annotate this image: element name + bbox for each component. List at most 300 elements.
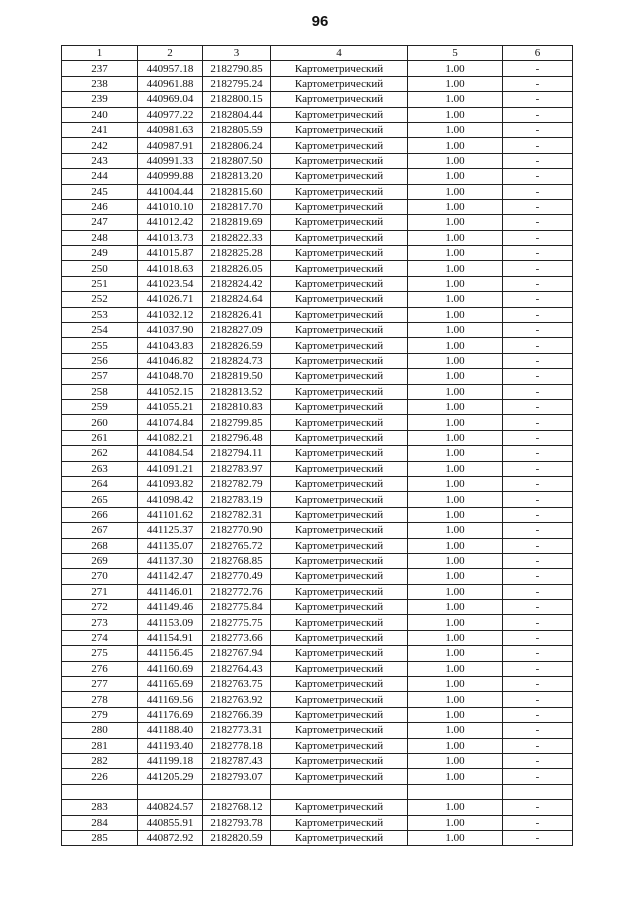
cell-note: - bbox=[503, 399, 573, 414]
cell-accuracy: 1.00 bbox=[408, 646, 503, 661]
table-row bbox=[62, 215, 573, 230]
cell-point-number: 264 bbox=[62, 476, 138, 491]
table-row bbox=[62, 569, 573, 584]
table-row bbox=[62, 184, 573, 199]
cell-note: - bbox=[503, 476, 573, 491]
cell-accuracy: 1.00 bbox=[408, 707, 503, 722]
cell-accuracy: 1.00 bbox=[408, 307, 503, 322]
cell-point-number: 250 bbox=[62, 261, 138, 276]
cell-method: Картометрический bbox=[271, 369, 408, 384]
cell-coord-y: 2182805.59 bbox=[203, 122, 271, 137]
cell-point-number: 282 bbox=[62, 753, 138, 768]
cell-note: - bbox=[503, 800, 573, 815]
cell-note: - bbox=[503, 661, 573, 676]
cell-coord-y: 2182783.19 bbox=[203, 492, 271, 507]
cell-accuracy: 1.00 bbox=[408, 353, 503, 368]
cell-point-number: 270 bbox=[62, 569, 138, 584]
cell-coord-x: 441093.82 bbox=[138, 476, 203, 491]
cell-note: - bbox=[503, 92, 573, 107]
cell-coord-x bbox=[138, 784, 203, 799]
cell-note: - bbox=[503, 276, 573, 291]
cell-point-number: 260 bbox=[62, 415, 138, 430]
cell-accuracy: 1.00 bbox=[408, 199, 503, 214]
cell-coord-x: 440824.57 bbox=[138, 800, 203, 815]
table-row bbox=[62, 415, 573, 430]
column-header: 4 bbox=[271, 46, 408, 61]
cell-coord-x: 441149.46 bbox=[138, 600, 203, 615]
cell-note: - bbox=[503, 338, 573, 353]
cell-point-number: 284 bbox=[62, 815, 138, 830]
cell-accuracy: 1.00 bbox=[408, 769, 503, 784]
cell-method: Картометрический bbox=[271, 246, 408, 261]
cell-accuracy: 1.00 bbox=[408, 261, 503, 276]
cell-note: - bbox=[503, 246, 573, 261]
table-row bbox=[62, 446, 573, 461]
cell-accuracy: 1.00 bbox=[408, 600, 503, 615]
cell-note: - bbox=[503, 723, 573, 738]
cell-coord-x: 441188.40 bbox=[138, 723, 203, 738]
cell-note: - bbox=[503, 677, 573, 692]
cell-point-number: 279 bbox=[62, 707, 138, 722]
cell-coord-y: 2182826.41 bbox=[203, 307, 271, 322]
cell-coord-x: 441137.30 bbox=[138, 553, 203, 568]
cell-method: Картометрический bbox=[271, 584, 408, 599]
cell-coord-y: 2182815.60 bbox=[203, 184, 271, 199]
cell-method: Картометрический bbox=[271, 569, 408, 584]
cell-accuracy: 1.00 bbox=[408, 677, 503, 692]
cell-method: Картометрический bbox=[271, 153, 408, 168]
cell-point-number: 273 bbox=[62, 615, 138, 630]
cell-coord-y: 2182783.97 bbox=[203, 461, 271, 476]
table-row bbox=[62, 138, 573, 153]
cell-method: Картометрический bbox=[271, 677, 408, 692]
cell-coord-x: 441135.07 bbox=[138, 538, 203, 553]
cell-note: - bbox=[503, 307, 573, 322]
cell-accuracy: 1.00 bbox=[408, 92, 503, 107]
cell-method: Картометрический bbox=[271, 430, 408, 445]
table-row bbox=[62, 753, 573, 768]
cell-note: - bbox=[503, 615, 573, 630]
cell-method: Картометрический bbox=[271, 630, 408, 645]
cell-point-number: 277 bbox=[62, 677, 138, 692]
cell-method: Картометрический bbox=[271, 215, 408, 230]
cell-note: - bbox=[503, 230, 573, 245]
cell-coord-y: 2182813.20 bbox=[203, 169, 271, 184]
cell-coord-y: 2182778.18 bbox=[203, 738, 271, 753]
cell-coord-x: 441156.45 bbox=[138, 646, 203, 661]
cell-note: - bbox=[503, 646, 573, 661]
cell-method: Картометрический bbox=[271, 615, 408, 630]
cell-accuracy: 1.00 bbox=[408, 476, 503, 491]
cell-accuracy: 1.00 bbox=[408, 723, 503, 738]
cell-coord-x: 441052.15 bbox=[138, 384, 203, 399]
table-row bbox=[62, 76, 573, 91]
cell-point-number: 280 bbox=[62, 723, 138, 738]
cell-coord-y: 2182768.85 bbox=[203, 553, 271, 568]
cell-note: - bbox=[503, 199, 573, 214]
cell-coord-y: 2182770.49 bbox=[203, 569, 271, 584]
table-row bbox=[62, 492, 573, 507]
cell-note: - bbox=[503, 523, 573, 538]
cell-accuracy: 1.00 bbox=[408, 138, 503, 153]
cell-coord-y: 2182765.72 bbox=[203, 538, 271, 553]
cell-accuracy: 1.00 bbox=[408, 630, 503, 645]
cell-coord-y: 2182806.24 bbox=[203, 138, 271, 153]
cell-note: - bbox=[503, 353, 573, 368]
cell-accuracy: 1.00 bbox=[408, 276, 503, 291]
cell-accuracy: 1.00 bbox=[408, 184, 503, 199]
column-header: 3 bbox=[203, 46, 271, 61]
cell-point-number: 248 bbox=[62, 230, 138, 245]
cell-point-number: 266 bbox=[62, 507, 138, 522]
column-header: 5 bbox=[408, 46, 503, 61]
cell-method: Картометрический bbox=[271, 107, 408, 122]
cell-coord-x: 441091.21 bbox=[138, 461, 203, 476]
cell-note: - bbox=[503, 569, 573, 584]
table-row bbox=[62, 769, 573, 784]
cell-method: Картометрический bbox=[271, 184, 408, 199]
cell-point-number: 251 bbox=[62, 276, 138, 291]
table-row bbox=[62, 661, 573, 676]
cell-point-number: 258 bbox=[62, 384, 138, 399]
cell-note: - bbox=[503, 292, 573, 307]
cell-coord-x: 441205.29 bbox=[138, 769, 203, 784]
table-body bbox=[62, 61, 573, 846]
cell-point-number: 242 bbox=[62, 138, 138, 153]
cell-coord-y: 2182804.44 bbox=[203, 107, 271, 122]
cell-accuracy: 1.00 bbox=[408, 538, 503, 553]
cell-coord-y: 2182796.48 bbox=[203, 430, 271, 445]
cell-coord-x: 440969.04 bbox=[138, 92, 203, 107]
cell-accuracy: 1.00 bbox=[408, 430, 503, 445]
cell-point-number: 239 bbox=[62, 92, 138, 107]
cell-method: Картометрический bbox=[271, 76, 408, 91]
cell-accuracy: 1.00 bbox=[408, 415, 503, 430]
cell-method: Картометрический bbox=[271, 61, 408, 76]
cell-coord-x: 441043.83 bbox=[138, 338, 203, 353]
table-row bbox=[62, 92, 573, 107]
column-header: 1 bbox=[62, 46, 138, 61]
table-row bbox=[62, 122, 573, 137]
cell-coord-y: 2182775.84 bbox=[203, 600, 271, 615]
cell-method: Картометрический bbox=[271, 523, 408, 538]
table-row bbox=[62, 153, 573, 168]
table-row bbox=[62, 784, 573, 799]
cell-note: - bbox=[503, 707, 573, 722]
cell-coord-x: 440999.88 bbox=[138, 169, 203, 184]
cell-coord-x: 441146.01 bbox=[138, 584, 203, 599]
cell-point-number: 265 bbox=[62, 492, 138, 507]
cell-note: - bbox=[503, 461, 573, 476]
cell-note: - bbox=[503, 261, 573, 276]
table-row bbox=[62, 292, 573, 307]
cell-accuracy: 1.00 bbox=[408, 122, 503, 137]
cell-method: Картометрический bbox=[271, 338, 408, 353]
table-row bbox=[62, 246, 573, 261]
cell-point-number: 256 bbox=[62, 353, 138, 368]
cell-accuracy: 1.00 bbox=[408, 569, 503, 584]
cell-accuracy: 1.00 bbox=[408, 830, 503, 845]
cell-accuracy bbox=[408, 784, 503, 799]
cell-point-number: 240 bbox=[62, 107, 138, 122]
cell-accuracy: 1.00 bbox=[408, 615, 503, 630]
table-row bbox=[62, 430, 573, 445]
column-header: 6 bbox=[503, 46, 573, 61]
cell-note: - bbox=[503, 107, 573, 122]
cell-accuracy: 1.00 bbox=[408, 292, 503, 307]
cell-coord-x: 440987.91 bbox=[138, 138, 203, 153]
cell-method: Картометрический bbox=[271, 138, 408, 153]
cell-point-number: 241 bbox=[62, 122, 138, 137]
table-row bbox=[62, 399, 573, 414]
table-row bbox=[62, 338, 573, 353]
cell-accuracy: 1.00 bbox=[408, 76, 503, 91]
cell-note: - bbox=[503, 153, 573, 168]
page-number: 96 bbox=[311, 13, 329, 30]
cell-coord-y: 2182794.11 bbox=[203, 446, 271, 461]
cell-accuracy: 1.00 bbox=[408, 338, 503, 353]
cell-method: Картометрический bbox=[271, 276, 408, 291]
cell-method bbox=[271, 784, 408, 799]
cell-coord-y: 2182819.69 bbox=[203, 215, 271, 230]
table-row bbox=[62, 307, 573, 322]
cell-method: Картометрический bbox=[271, 753, 408, 768]
cell-coord-x: 440981.63 bbox=[138, 122, 203, 137]
cell-coord-x: 441084.54 bbox=[138, 446, 203, 461]
cell-point-number: 272 bbox=[62, 600, 138, 615]
cell-point-number: 278 bbox=[62, 692, 138, 707]
cell-note: - bbox=[503, 538, 573, 553]
cell-method: Картометрический bbox=[271, 415, 408, 430]
cell-accuracy: 1.00 bbox=[408, 369, 503, 384]
table-row bbox=[62, 276, 573, 291]
cell-coord-y: 2182787.43 bbox=[203, 753, 271, 768]
cell-note: - bbox=[503, 430, 573, 445]
cell-accuracy: 1.00 bbox=[408, 246, 503, 261]
cell-note: - bbox=[503, 215, 573, 230]
cell-point-number: 262 bbox=[62, 446, 138, 461]
table-row bbox=[62, 738, 573, 753]
table-row bbox=[62, 723, 573, 738]
cell-coord-y: 2182819.50 bbox=[203, 369, 271, 384]
cell-accuracy: 1.00 bbox=[408, 61, 503, 76]
cell-point-number: 244 bbox=[62, 169, 138, 184]
cell-point-number bbox=[62, 784, 138, 799]
table-row bbox=[62, 507, 573, 522]
cell-accuracy: 1.00 bbox=[408, 461, 503, 476]
cell-note: - bbox=[503, 369, 573, 384]
cell-point-number: 252 bbox=[62, 292, 138, 307]
cell-coord-x: 441165.69 bbox=[138, 677, 203, 692]
cell-coord-x: 440957.18 bbox=[138, 61, 203, 76]
table-row bbox=[62, 830, 573, 845]
cell-method: Картометрический bbox=[271, 830, 408, 845]
cell-coord-x: 441037.90 bbox=[138, 323, 203, 338]
cell-note: - bbox=[503, 184, 573, 199]
cell-coord-x: 441125.37 bbox=[138, 523, 203, 538]
cell-coord-x: 441015.87 bbox=[138, 246, 203, 261]
cell-coord-y: 2182770.90 bbox=[203, 523, 271, 538]
cell-coord-y: 2182800.15 bbox=[203, 92, 271, 107]
cell-coord-x: 441176.69 bbox=[138, 707, 203, 722]
cell-point-number: 257 bbox=[62, 369, 138, 384]
table-row bbox=[62, 630, 573, 645]
cell-accuracy: 1.00 bbox=[408, 815, 503, 830]
cell-coord-x: 440872.92 bbox=[138, 830, 203, 845]
table-row bbox=[62, 169, 573, 184]
cell-method: Картометрический bbox=[271, 507, 408, 522]
cell-coord-y: 2182782.79 bbox=[203, 476, 271, 491]
table-row bbox=[62, 476, 573, 491]
cell-point-number: 253 bbox=[62, 307, 138, 322]
cell-coord-y: 2182822.33 bbox=[203, 230, 271, 245]
table-row bbox=[62, 538, 573, 553]
cell-note: - bbox=[503, 830, 573, 845]
cell-accuracy: 1.00 bbox=[408, 738, 503, 753]
cell-note: - bbox=[503, 553, 573, 568]
cell-note: - bbox=[503, 323, 573, 338]
cell-method: Картометрический bbox=[271, 646, 408, 661]
cell-method: Картометрический bbox=[271, 446, 408, 461]
table-row bbox=[62, 677, 573, 692]
cell-point-number: 254 bbox=[62, 323, 138, 338]
cell-coord-y bbox=[203, 784, 271, 799]
cell-note: - bbox=[503, 584, 573, 599]
table-row bbox=[62, 584, 573, 599]
cell-coord-y: 2182824.73 bbox=[203, 353, 271, 368]
cell-accuracy: 1.00 bbox=[408, 446, 503, 461]
cell-accuracy: 1.00 bbox=[408, 507, 503, 522]
cell-point-number: 281 bbox=[62, 738, 138, 753]
cell-coord-y: 2182826.05 bbox=[203, 261, 271, 276]
cell-coord-x: 440977.22 bbox=[138, 107, 203, 122]
cell-coord-y: 2182826.59 bbox=[203, 338, 271, 353]
cell-accuracy: 1.00 bbox=[408, 692, 503, 707]
cell-accuracy: 1.00 bbox=[408, 800, 503, 815]
cell-point-number: 249 bbox=[62, 246, 138, 261]
table-row bbox=[62, 230, 573, 245]
cell-accuracy: 1.00 bbox=[408, 753, 503, 768]
cell-method: Картометрический bbox=[271, 661, 408, 676]
cell-method: Картометрический bbox=[271, 92, 408, 107]
cell-point-number: 263 bbox=[62, 461, 138, 476]
cell-method: Картометрический bbox=[271, 169, 408, 184]
table-row bbox=[62, 384, 573, 399]
cell-method: Картометрический bbox=[271, 600, 408, 615]
cell-method: Картометрический bbox=[271, 707, 408, 722]
cell-point-number: 247 bbox=[62, 215, 138, 230]
cell-coord-x: 441046.82 bbox=[138, 353, 203, 368]
cell-method: Картометрический bbox=[271, 461, 408, 476]
cell-point-number: 268 bbox=[62, 538, 138, 553]
table-row bbox=[62, 692, 573, 707]
cell-method: Картометрический bbox=[271, 492, 408, 507]
cell-note: - bbox=[503, 446, 573, 461]
cell-coord-x: 441101.62 bbox=[138, 507, 203, 522]
table-row bbox=[62, 800, 573, 815]
cell-coord-y: 2182793.78 bbox=[203, 815, 271, 830]
cell-note: - bbox=[503, 600, 573, 615]
cell-method: Картометрический bbox=[271, 476, 408, 491]
cell-method: Картометрический bbox=[271, 230, 408, 245]
cell-note: - bbox=[503, 492, 573, 507]
cell-coord-x: 441055.21 bbox=[138, 399, 203, 414]
cell-coord-x: 441018.63 bbox=[138, 261, 203, 276]
cell-point-number: 226 bbox=[62, 769, 138, 784]
table-row bbox=[62, 600, 573, 615]
cell-coord-y: 2182799.85 bbox=[203, 415, 271, 430]
cell-accuracy: 1.00 bbox=[408, 107, 503, 122]
cell-note: - bbox=[503, 769, 573, 784]
cell-point-number: 275 bbox=[62, 646, 138, 661]
cell-point-number: 267 bbox=[62, 523, 138, 538]
cell-coord-x: 441199.18 bbox=[138, 753, 203, 768]
cell-coord-y: 2182773.31 bbox=[203, 723, 271, 738]
cell-point-number: 261 bbox=[62, 430, 138, 445]
cell-accuracy: 1.00 bbox=[408, 553, 503, 568]
cell-coord-y: 2182827.09 bbox=[203, 323, 271, 338]
cell-coord-y: 2182824.64 bbox=[203, 292, 271, 307]
cell-accuracy: 1.00 bbox=[408, 584, 503, 599]
cell-point-number: 274 bbox=[62, 630, 138, 645]
cell-method: Картометрический bbox=[271, 553, 408, 568]
cell-point-number: 245 bbox=[62, 184, 138, 199]
cell-method: Картометрический bbox=[271, 292, 408, 307]
table-row bbox=[62, 815, 573, 830]
table-row bbox=[62, 707, 573, 722]
table-row bbox=[62, 107, 573, 122]
cell-note: - bbox=[503, 753, 573, 768]
cell-note: - bbox=[503, 122, 573, 137]
cell-coord-y: 2182813.52 bbox=[203, 384, 271, 399]
cell-method: Картометрический bbox=[271, 122, 408, 137]
cell-coord-x: 441082.21 bbox=[138, 430, 203, 445]
cell-method: Картометрический bbox=[271, 723, 408, 738]
cell-method: Картометрический bbox=[271, 323, 408, 338]
cell-method: Картометрический bbox=[271, 738, 408, 753]
table-header-row bbox=[62, 46, 573, 61]
cell-note: - bbox=[503, 384, 573, 399]
cell-note: - bbox=[503, 138, 573, 153]
cell-coord-x: 441098.42 bbox=[138, 492, 203, 507]
cell-coord-y: 2182768.12 bbox=[203, 800, 271, 815]
cell-note: - bbox=[503, 738, 573, 753]
cell-accuracy: 1.00 bbox=[408, 523, 503, 538]
table-row bbox=[62, 369, 573, 384]
coordinates-table bbox=[61, 45, 573, 846]
cell-method: Картометрический bbox=[271, 815, 408, 830]
cell-note: - bbox=[503, 692, 573, 707]
cell-coord-x: 441169.56 bbox=[138, 692, 203, 707]
cell-coord-y: 2182810.83 bbox=[203, 399, 271, 414]
cell-point-number: 259 bbox=[62, 399, 138, 414]
cell-accuracy: 1.00 bbox=[408, 661, 503, 676]
cell-coord-y: 2182766.39 bbox=[203, 707, 271, 722]
cell-coord-x: 440961.88 bbox=[138, 76, 203, 91]
cell-note bbox=[503, 784, 573, 799]
cell-coord-x: 441074.84 bbox=[138, 415, 203, 430]
cell-accuracy: 1.00 bbox=[408, 230, 503, 245]
cell-coord-y: 2182772.76 bbox=[203, 584, 271, 599]
table-row bbox=[62, 323, 573, 338]
cell-coord-x: 441004.44 bbox=[138, 184, 203, 199]
cell-note: - bbox=[503, 76, 573, 91]
table-row bbox=[62, 646, 573, 661]
cell-coord-x: 440991.33 bbox=[138, 153, 203, 168]
cell-method: Картометрический bbox=[271, 384, 408, 399]
cell-coord-y: 2182820.59 bbox=[203, 830, 271, 845]
cell-method: Картометрический bbox=[271, 769, 408, 784]
